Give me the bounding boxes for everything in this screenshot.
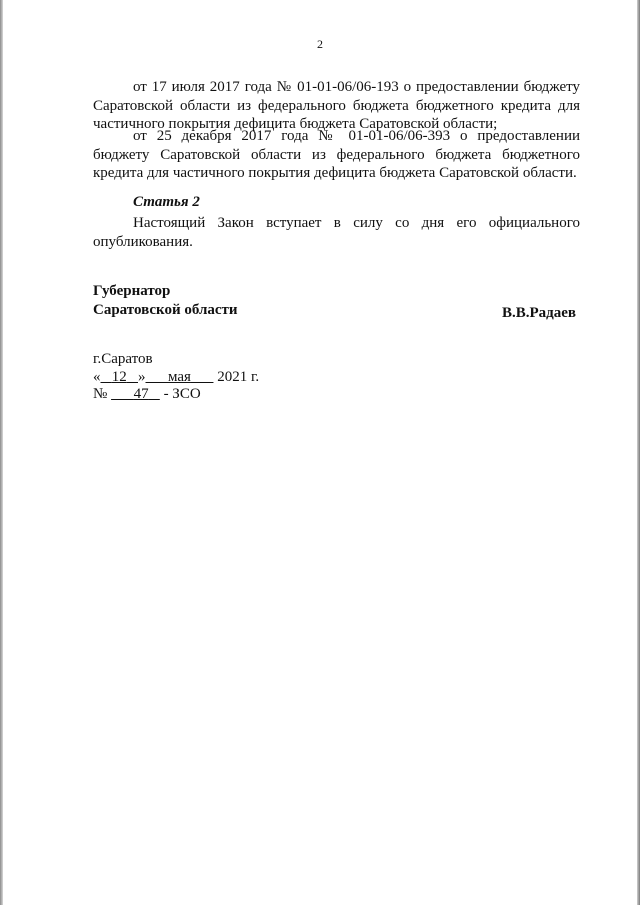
governor-title-line1: Губернатор	[93, 283, 171, 299]
law-number	[93, 386, 201, 403]
date-year: 2021 г.	[217, 369, 260, 385]
law-number-prefix: №	[93, 386, 108, 402]
signing-date	[93, 369, 259, 386]
governor-name: В.В.Радаев	[502, 305, 577, 321]
article-title: Статья 2	[133, 194, 200, 210]
article-text: Настоящий Закон вступает в силу со дня его официального опубликования.	[93, 215, 580, 250]
page-number: 2	[317, 37, 323, 51]
date-open-quote: «	[93, 369, 101, 385]
paragraph-budget-credit-2: от 25 декабря 2017 года № 01-01-06/06-393 о предоставлении бюджету Саратовской области из федерального бюджета бюджетного кредита для частичного покрытия дефицита бюджета Саратовской области.	[93, 128, 580, 181]
law-number-value: 47	[133, 386, 149, 402]
paragraph-budget-credit-1: от 17 июля 2017 года № 01-01-06/06-193 о предоставлении бюджету Саратовской области из федерального бюджета бюджетного кредита для частичного покрытия дефицита бюджета Саратовской области;	[93, 79, 580, 132]
date-day: 12	[111, 369, 127, 385]
governor-title-line2: Саратовской области	[93, 302, 238, 318]
city: г.Саратов	[93, 351, 153, 367]
law-number-suffix: - ЗСО	[163, 386, 201, 402]
governor-title	[93, 282, 238, 320]
date-month: мая	[168, 369, 191, 385]
date-close-quote: »	[138, 369, 146, 385]
scan-edge-left	[0, 0, 3, 905]
